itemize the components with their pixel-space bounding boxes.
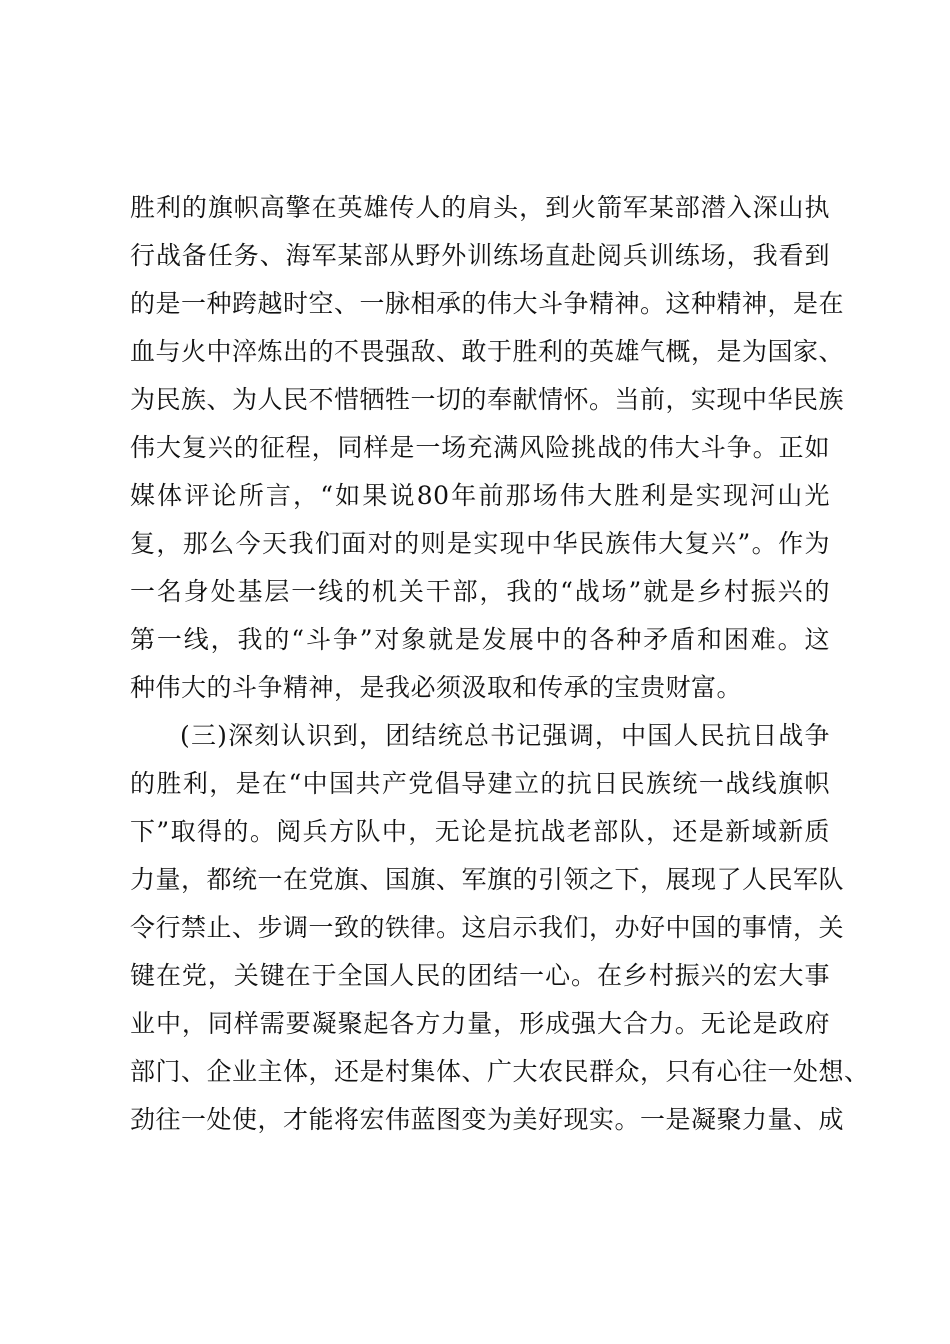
paragraph-line: 劲往一处使，才能将宏伟蓝图变为美好现实。一是凝聚力量、成	[130, 1105, 845, 1134]
paragraph-line: 血与火中淬炼出的不畏强敌、敢于胜利的英雄气概，是为国家、	[130, 337, 845, 366]
paragraph-line: 键在党，关键在于全国人民的团结一心。在乡村振兴的宏大事	[130, 961, 830, 990]
paragraph-line: 令行禁止、步调一致的铁律。这启示我们，办好中国的事情，关	[130, 913, 845, 942]
section-heading-line: (三)深刻认识到，团结统总书记强调，中国人民抗日战争	[180, 721, 830, 750]
paragraph-line: 下”取得的。阅兵方队中，无论是抗战老部队，还是新域新质	[130, 817, 830, 846]
paragraph-line: 媒体评论所言，“如果说80年前那场伟大胜利是实现河山光	[130, 481, 830, 510]
paragraph-line: 第一线，我的“斗争”对象就是发展中的各种矛盾和困难。这	[130, 625, 830, 654]
paragraph-line: 复，那么今天我们面对的则是实现中华民族伟大复兴”。作为	[130, 529, 830, 558]
paragraph-line: 行战备任务、海军某部从野外训练场直赴阅兵训练场，我看到	[130, 241, 830, 270]
paragraph-line: 的是一种跨越时空、一脉相承的伟大斗争精神。这种精神，是在	[130, 289, 845, 318]
paragraph-line: 一名身处基层一线的机关干部，我的“战场”就是乡村振兴的	[130, 577, 830, 606]
paragraph-line: 的胜利，是在“中国共产党倡导建立的抗日民族统一战线旗帜	[130, 769, 830, 798]
paragraph-line: 伟大复兴的征程，同样是一场充满风险挑战的伟大斗争。正如	[130, 433, 830, 462]
paragraph-line: 胜利的旗帜高擎在英雄传人的肩头，到火箭军某部潜入深山执	[130, 193, 830, 222]
paragraph-line: 为民族、为人民不惜牺牲一切的奉献情怀。当前，实现中华民族	[130, 385, 845, 414]
paragraph-line: 力量，都统一在党旗、国旗、军旗的引领之下，展现了人民军队	[130, 865, 845, 894]
paragraph-line: 部门、企业主体，还是村集体、广大农民群众，只有心往一处想、	[130, 1057, 870, 1086]
paragraph-line: 业中，同样需要凝聚起各方力量，形成强大合力。无论是政府	[130, 1009, 830, 1038]
paragraph-line: 种伟大的斗争精神，是我必须汲取和传承的宝贵财富。	[130, 673, 743, 702]
